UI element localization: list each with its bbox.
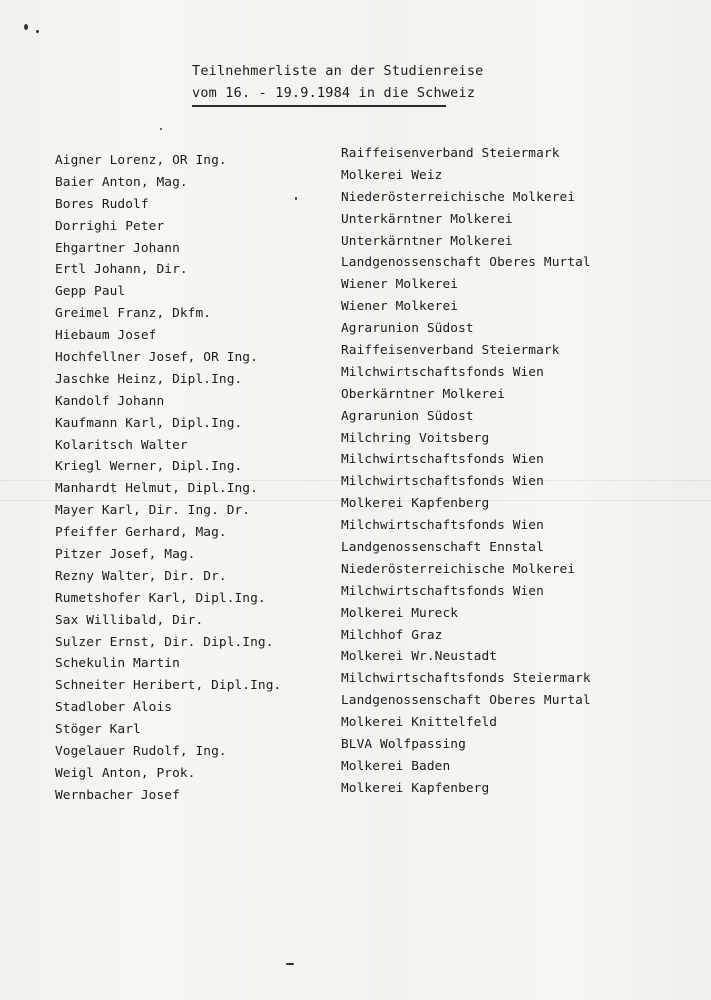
participant-organization: Landgenossenschaft Ennstal (341, 540, 544, 556)
participant-name: Wernbacher Josef (55, 787, 180, 803)
participant-organization: Milchwirtschaftsfonds Wien (341, 583, 544, 599)
document-title (192, 60, 483, 104)
participant-name: Mayer Karl, Dir. Ing. Dr. (55, 503, 251, 519)
participant-name: Baier Anton, Mag. (55, 174, 188, 190)
participant-name: Vogelauer Rudolf, Ing. (55, 744, 227, 760)
participant-organization: Niederösterreichische Molkerei (341, 189, 576, 205)
participant-organization: Unterkärntner Molkerei (341, 233, 513, 249)
participant-name: Schekulin Martin (55, 656, 180, 672)
participant-organization: Unterkärntner Molkerei (341, 211, 513, 227)
participant-name: Hiebaum Josef (55, 328, 157, 344)
ink-speck (286, 963, 294, 965)
participant-organization: Milchhof Graz (341, 627, 443, 643)
ink-speck (295, 197, 297, 200)
participant-organization: Landgenossenschaft Oberes Murtal (341, 255, 591, 271)
participant-name: Kolaritsch Walter (55, 437, 188, 453)
ink-speck (36, 30, 39, 33)
participant-name: Sulzer Ernst, Dir. Dipl.Ing. (55, 634, 274, 650)
participant-organization: Molkerei Baden (341, 758, 451, 774)
organizations-column (341, 143, 591, 800)
participant-organization: Molkerei Knittelfeld (341, 715, 498, 731)
participant-name: Hochfellner Josef, OR Ing. (55, 350, 258, 366)
participant-organization: Oberkärntner Molkerei (341, 386, 505, 402)
participant-name: Kandolf Johann (55, 393, 165, 409)
participant-organization: Molkerei Kapfenberg (341, 780, 490, 796)
participant-name: Dorrighi Peter (55, 218, 165, 234)
participant-organization: Wiener Molkerei (341, 299, 459, 315)
participant-organization: Niederösterreichische Molkerei (341, 561, 576, 577)
participant-name: Rumetshofer Karl, Dipl.Ing. (55, 590, 266, 606)
title-line-1: Teilnehmerliste an der Studienreise (192, 63, 484, 79)
participant-name: Bores Rudolf (55, 196, 149, 212)
participant-name: Aigner Lorenz, OR Ing. (55, 153, 227, 168)
participant-name: Manhardt Helmut, Dipl.Ing. (55, 481, 258, 497)
participant-organization: Milchwirtschaftsfonds Wien (341, 452, 544, 468)
participant-organization: Agrarunion Südost (341, 408, 474, 424)
participant-name: Weigl Anton, Prok. (55, 765, 196, 781)
participant-organization: Milchwirtschaftsfonds Steiermark (341, 671, 591, 687)
participant-organization: Raiffeisenverband Steiermark (341, 146, 560, 161)
participant-organization: Wiener Molkerei (341, 277, 459, 293)
participant-organization: Molkerei Mureck (341, 605, 459, 621)
participant-name: Schneiter Heribert, Dipl.Ing. (55, 678, 282, 694)
participant-organization: Milchring Voitsberg (341, 430, 490, 446)
title-line-2: vom 16. - 19.9.1984 in die Schweiz (192, 85, 476, 101)
participant-name: Rezny Walter, Dir. Dr. (55, 568, 227, 584)
participant-organization: Landgenossenschaft Oberes Murtal (341, 693, 591, 709)
participant-name: Ehgartner Johann (55, 240, 180, 256)
participant-name: Gepp Paul (55, 284, 126, 300)
participant-name: Kriegl Werner, Dipl.Ing. (55, 459, 243, 475)
participant-organization: Agrarunion Südost (341, 321, 474, 337)
participant-organization: BLVA Wolfpassing (341, 737, 466, 753)
participant-organization: Molkerei Kapfenberg (341, 496, 490, 512)
title-underline (192, 105, 446, 107)
participant-organization: Milchwirtschaftsfonds Wien (341, 518, 544, 534)
participant-organization: Milchwirtschaftsfonds Wien (341, 364, 544, 380)
participant-organization: Molkerei Weiz (341, 167, 443, 183)
participant-name: Ertl Johann, Dir. (55, 262, 188, 278)
participant-organization: Molkerei Wr.Neustadt (341, 649, 498, 665)
participant-name: Pitzer Josef, Mag. (55, 547, 196, 563)
ink-speck (160, 128, 162, 130)
participant-organization: Milchwirtschaftsfonds Wien (341, 474, 544, 490)
participant-names-column (55, 150, 281, 807)
participant-name: Kaufmann Karl, Dipl.Ing. (55, 415, 243, 431)
participant-organization: Raiffeisenverband Steiermark (341, 343, 560, 359)
participant-name: Greimel Franz, Dkfm. (55, 306, 212, 322)
participant-name: Sax Willibald, Dir. (55, 612, 204, 628)
ink-speck (24, 24, 28, 30)
participant-name: Jaschke Heinz, Dipl.Ing. (55, 371, 243, 387)
participant-name: Pfeiffer Gerhard, Mag. (55, 525, 227, 541)
participant-name: Stadlober Alois (55, 700, 173, 716)
participant-name: Stöger Karl (55, 722, 141, 738)
